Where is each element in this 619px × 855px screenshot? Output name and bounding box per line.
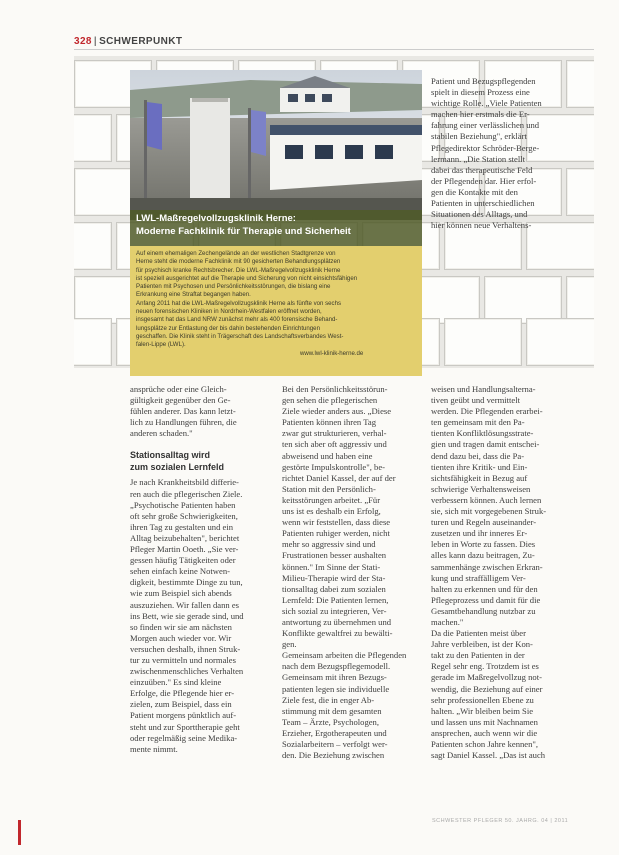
text-line: wendig, die Beziehung auf einer	[431, 683, 543, 694]
column-top-right	[431, 76, 542, 231]
text-line: Situationen des Alltags, und	[431, 209, 528, 220]
text-line: digkeit, bestimmte Dinge zu tun,	[130, 577, 243, 588]
text-line: Milieu-Therapie wird der Sta-	[282, 572, 386, 583]
text-line: Patienten ruhiger werden, nicht	[282, 528, 390, 539]
info-box-line: Anfang 2011 hat die LWL-Maßregelvollzugsklinik Herne als fünfte von sechs	[136, 299, 342, 307]
text-line: sich sozial zu integrieren, Ver-	[282, 605, 387, 616]
text-line: können." Im Sinne der Stati-	[282, 561, 381, 572]
text-line: sichtsfähigkeit in Bezug auf	[431, 472, 528, 483]
text-line: Frustrationen besser aushalten	[282, 550, 387, 561]
text-line: alles kann dazu beitragen, Zu-	[431, 550, 535, 561]
header-rule	[74, 49, 594, 50]
text-line: Morgen auch wieder vor. Wir	[130, 632, 232, 643]
clinic-building-image	[130, 70, 422, 220]
text-line: Patienten in unterschiedlichen	[431, 198, 535, 209]
brick	[566, 168, 594, 216]
text-line: Konflikte gewaltfrei zu bewälti-	[282, 628, 393, 639]
text-line: oft sehr große Schwierigkeiten,	[130, 510, 238, 521]
text-line: ren auch die pflegerischen Ziele.	[130, 488, 243, 499]
text-line: uns ist es deshalb ein Erfolg,	[282, 506, 381, 517]
brick	[484, 276, 562, 324]
text-line: ins Bett, wie sie gerade sind, und	[130, 610, 244, 621]
text-line: wie zum Beispiel sich abends	[130, 588, 232, 599]
text-line: stimmung mit dem gesamten	[282, 705, 382, 716]
page-footer: SCHWESTER PFLEGER 50. JAHRG. 04 | 2011	[432, 818, 569, 824]
text-line: dabei das therapeutische Feld	[431, 164, 533, 175]
text-line: sie, sich mit vorgegebenen Struk-	[431, 506, 547, 517]
text-line: Bei den Persönlichkeitsstörun-	[282, 384, 388, 394]
info-box-line: für psychisch kranke Rechtsbrecher. Die LWL-Maßregelvollzugsklinik Herne	[136, 266, 341, 274]
header-separator: |	[93, 36, 98, 47]
text-line: gessen häufig Tätigkeiten oder	[130, 555, 236, 566]
text-line: Sozialarbeitern – verfolgt wer-	[282, 739, 388, 749]
text-line: tienten ihre Kritik- und Ein-	[431, 461, 528, 472]
text-line: anderen schaden."	[130, 428, 193, 439]
brick	[444, 318, 522, 366]
text-line: Station mit den Persönlich-	[282, 483, 376, 494]
clinic-photo	[130, 70, 422, 220]
text-line: nach dem Bezugspflegemodell.	[282, 661, 391, 672]
text-line: fühlen anderer. Das kann letzt-	[130, 406, 236, 417]
text-line: dend dazu bei, dass die Pa-	[431, 450, 525, 461]
info-box-url: www.lwl-klinik-herne.de	[300, 350, 364, 357]
text-line: richtet Daniel Kassel, der auf der	[282, 472, 396, 483]
text-line: gen.	[282, 639, 297, 650]
brick	[526, 318, 594, 366]
text-line: Regel sehr eng. Trotzdem ist es	[431, 661, 539, 672]
text-line: und lassen uns mit Nachnamen	[431, 716, 538, 727]
text-line: gen die Kontakte mit den	[431, 186, 518, 197]
brick	[566, 60, 594, 108]
brick	[74, 222, 112, 270]
text-line: spielt in diesem Prozess eine	[431, 87, 530, 98]
text-line: Pflegeprozess und damit für die	[431, 594, 541, 605]
text-line: zwischenmenschliches Verhalten	[130, 666, 244, 677]
text-line: tienten Konfliktlösungsstrate-	[431, 428, 534, 439]
text-line: Patient morgens pünktlich auf-	[130, 710, 237, 721]
text-line: zusetzen und ihr inneres Er-	[431, 528, 528, 539]
page-number: 328	[74, 36, 92, 47]
text-line: wichtige Rolle. „Viele Patienten	[431, 98, 542, 109]
text-line: Pfleger Martin Ooeth. „Sie ver-	[130, 544, 239, 555]
text-line: der Pflegenden dar. Hier erfol-	[431, 175, 537, 186]
text-line: „Psychotische Patienten haben	[130, 499, 236, 510]
section-title: SCHWERPUNKT	[99, 36, 183, 47]
red-margin-mark	[18, 820, 21, 845]
text-line: tiven geübt und vermittelt	[431, 395, 521, 406]
text-line: versuchen deshalb, ihnen Struk-	[130, 643, 241, 654]
info-box-line: Auf einem ehemaligen Zechengelände an der westlichen Stadtgrenze von	[136, 250, 336, 257]
info-box-line: falen-Lippe (LWL).	[136, 341, 186, 349]
text-line: Gemeinsam arbeiten die Pflegenden	[282, 650, 407, 661]
text-line: Jahre verbleiben, ist der Kon-	[431, 639, 533, 650]
text-line: Erzieher, Ergotherapeuten und	[282, 727, 387, 738]
text-line: Patient und Bezugspflegenden	[431, 76, 536, 86]
text-line: tionsalltag dabei zum sozialen	[282, 583, 386, 594]
text-line: gültigkeit gegenüber den Ge-	[130, 395, 231, 406]
text-line: zwar gut strukturieren, verhal-	[282, 428, 387, 439]
text-line: Pflegedirektor Schröder-Berge-	[431, 142, 540, 153]
text-line: auszuziehen. Wir fallen dann es	[130, 599, 240, 610]
text-line: schwierige Verhaltensweisen	[431, 483, 531, 494]
text-line: turen und Regeln auseinander-	[431, 517, 537, 528]
text-line: tur zu vermitteln und normales	[130, 654, 236, 665]
column-1-body	[130, 477, 244, 754]
photo-caption-subtitle: Moderne Fachklinik für Therapie und Sicherheit	[136, 226, 351, 237]
text-line: mehr so aggressiv sind und	[282, 539, 376, 550]
text-line: Ziele wieder anders aus. „Diese	[282, 406, 392, 417]
text-line: wenn wir feststellen, dass diese	[282, 517, 391, 528]
text-line: stabilen Beziehung", erklärt	[431, 131, 527, 142]
text-line: ansprechen, auch wenn wir die	[431, 727, 538, 738]
text-line: gerade im Maßregelvollzug not-	[431, 672, 542, 683]
text-line: gestörte Impulskontrolle", be-	[282, 461, 386, 472]
text-line: keitsstörungen arbeitet. „Für	[282, 494, 381, 505]
text-line: Ziele fest, die in enger Ab-	[282, 694, 375, 705]
text-line: halten. „Wir bleiben beim Sie	[431, 705, 534, 716]
brick	[74, 318, 112, 366]
text-line: patienten legen sie individuelle	[282, 683, 390, 694]
subheading-line-1: Stationsalltag wird	[130, 450, 211, 461]
text-line: lermann. „Die Station stellt	[431, 153, 526, 164]
info-box-line: Patienten mit Psychosen und Persönlichkeitsstörungen, die bislang eine	[136, 283, 331, 291]
text-line: Da die Patienten meist über	[431, 628, 526, 639]
text-line: gien und tragen damit entschei-	[431, 439, 540, 450]
brick	[74, 114, 112, 162]
text-line: halten zu erkennen und für den	[431, 583, 538, 594]
text-line: werden. Die Pflegenden erarbei-	[431, 406, 543, 417]
text-line: kung und straffälligem Ver-	[431, 572, 526, 583]
info-box-text	[136, 250, 357, 350]
text-line: Gemeinsam mit ihren Bezugs-	[282, 672, 387, 683]
text-line: so finden wir sie am nächsten	[130, 621, 232, 632]
text-line: ansprüche oder eine Gleich-	[130, 384, 227, 394]
info-box-line: ist speziell ausgerichtet auf die Therapie und Sicherung von nicht einsichtsfähigen	[136, 274, 358, 282]
text-line: verbessern können. Auch lernen	[431, 494, 542, 505]
text-line: Lernfeld: Die Patienten lernen,	[282, 594, 389, 605]
text-line: Patienten schon Jahre kennen",	[431, 739, 539, 749]
info-box-line: Herne steht die moderne Fachklinik mit 90 gesicherten Behandlungsplätzen	[136, 258, 341, 266]
info-box-line: Erkrankung eine Straftat begangen haben.	[136, 291, 251, 299]
subheading-line-2: zum sozialen Lernfeld	[130, 462, 225, 473]
text-line: den. Die Beziehung zwischen	[282, 750, 385, 761]
text-line: machen."	[431, 616, 464, 627]
text-line: gen sehen die pflegerischen	[282, 395, 378, 406]
brick	[566, 276, 594, 324]
text-line: ten gemeinsam mit den Pa-	[431, 417, 525, 428]
text-line: leben in Worte zu fassen. Dies	[431, 539, 536, 550]
text-line: ten sich aber oft aggressiv und	[282, 439, 387, 450]
text-line: antwortung zu übernehmen und	[282, 616, 392, 627]
text-line: Erfolge, die Pflegende hier er-	[130, 688, 235, 699]
column-1	[130, 384, 244, 755]
text-line: Alltag beizubehalten", berichtet	[130, 532, 240, 543]
text-line: ihren Tag zu gestalten und ein	[130, 521, 234, 532]
info-box-line: lungsplätze zur Entlastung der bis dahin bestehenden Einrichtungen	[136, 324, 320, 332]
text-line: steht und zur Sporttherapie geht	[130, 721, 240, 732]
text-line: machen hier erstmals die Er-	[431, 109, 530, 120]
text-line: abweisend und haben eine	[282, 450, 373, 461]
text-line: sehr professionellen Ebene zu	[431, 694, 534, 705]
text-line: einzuüben." Es sind kleine	[130, 677, 222, 688]
text-line: Je nach Krankheitsbild differie-	[130, 477, 239, 488]
column-3	[431, 384, 546, 761]
text-line: zielen, zum Beispiel, dass ein	[130, 699, 232, 710]
running-header	[74, 36, 182, 47]
text-line: sagt Daniel Kassel. „Das ist auch	[431, 750, 546, 761]
text-line: sammenhänge zwischen Erkran-	[431, 561, 543, 572]
text-line: hier können neue Verhaltens-	[431, 220, 532, 231]
column-1-intro	[130, 384, 244, 439]
info-box-line: insgesamt hat das Land NRW zunächst mehr als 400 forensische Behand-	[136, 316, 338, 324]
text-line: Patienten können ihren Tag	[282, 417, 376, 428]
text-line: weisen und Handlungsalterna-	[431, 384, 536, 394]
info-box-line: neuen forensischen Kliniken in Nordrhein-Westfalen eröffnet worden,	[136, 308, 322, 316]
text-line: Team – Ärzte, Psychologen,	[282, 716, 380, 727]
text-line: fahrung einer verlässlichen und	[431, 120, 540, 131]
text-line: oder regelmäßig seine Medika-	[130, 732, 238, 743]
column-2	[282, 384, 406, 761]
text-line: takt zu den Patienten in der	[431, 650, 525, 661]
info-box-line: geschaffen. Die Klinik steht in Trägerschaft des Landschaftsverbandes West-	[136, 332, 344, 340]
text-line: sehen einfach keine Notwen-	[130, 566, 230, 577]
photo-caption-title: LWL-Maßregelvollzugsklinik Herne:	[136, 213, 296, 224]
text-line: mente nimmt.	[130, 743, 178, 754]
text-line: Gesamtbehandlung nutzbar zu	[431, 605, 536, 616]
text-line: lich zu Handlungen führen, die	[130, 417, 237, 428]
